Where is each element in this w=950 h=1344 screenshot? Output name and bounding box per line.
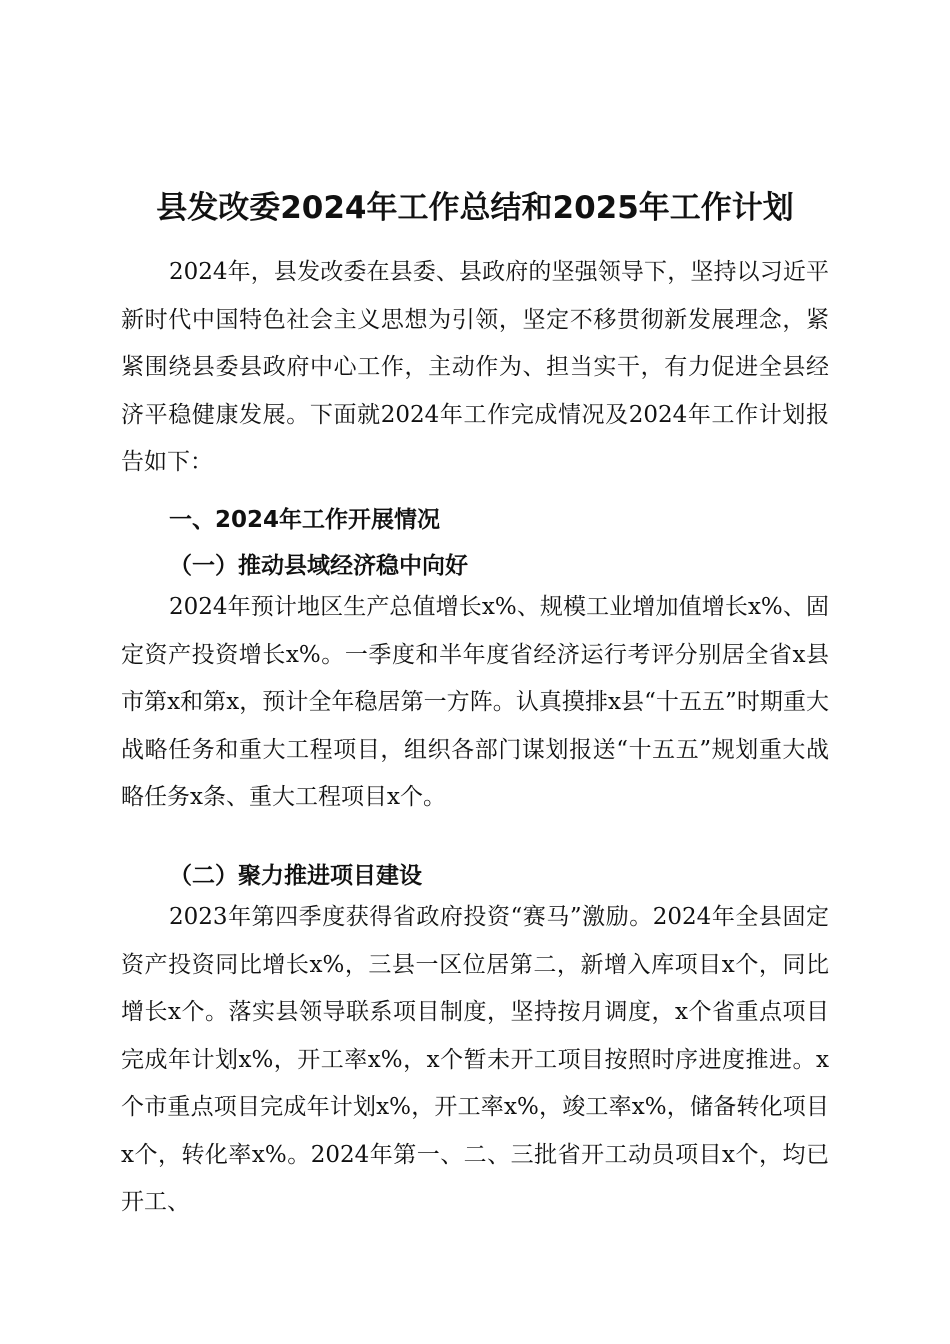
subsection-heading-1: （一）推动县域经济稳中向好 bbox=[169, 553, 468, 579]
subsection-1-paragraph: 2024年预计地区生产总值增长x%、规模工业增加值增长x%、固定资产投资增长x%。一季度和半年度省经济运行考评分别居全省x县市第x和第x，预计全年稳居第一方阵。认真摸排x县“十五五”时期重大战略任务和重大工程项目，组织各部门谋划报送“十五五”规划重大战略任务x条、重大工程项目x个。 bbox=[121, 594, 829, 810]
subsection-2-paragraph: 2023年第四季度获得省政府投资“赛马”激励。2024年全县固定资产投资同比增长x%，三县一区位居第二，新增入库项目x个，同比增长x个。落实县领导联系项目制度，坚持按月调度，x个省重点项目完成年计划x%，开工率x%，x个暂未开工项目按照时序进度推进。x个市重点项目完成年计划x%，开工率x%，竣工率x%，储备转化项目x个，转化率x%。2024年第一、二、三批省开工动员项目x个，均已开工、 bbox=[121, 904, 829, 1215]
subsection-heading-2: （二）聚力推进项目建设 bbox=[169, 863, 422, 889]
section-heading-1: 一、2024年工作开展情况 bbox=[169, 507, 441, 533]
intro-paragraph: 2024年，县发改委在县委、县政府的坚强领导下，坚持以习近平新时代中国特色社会主义思想为引领，坚定不移贯彻新发展理念，紧紧围绕县委县政府中心工作，主动作为、担当实干，有力促进全县经济平稳健康发展。下面就2024年工作完成情况及2024年工作计划报告如下： bbox=[121, 259, 829, 475]
document-title: 县发改委2024年工作总结和2025年工作计划 bbox=[156, 190, 794, 226]
